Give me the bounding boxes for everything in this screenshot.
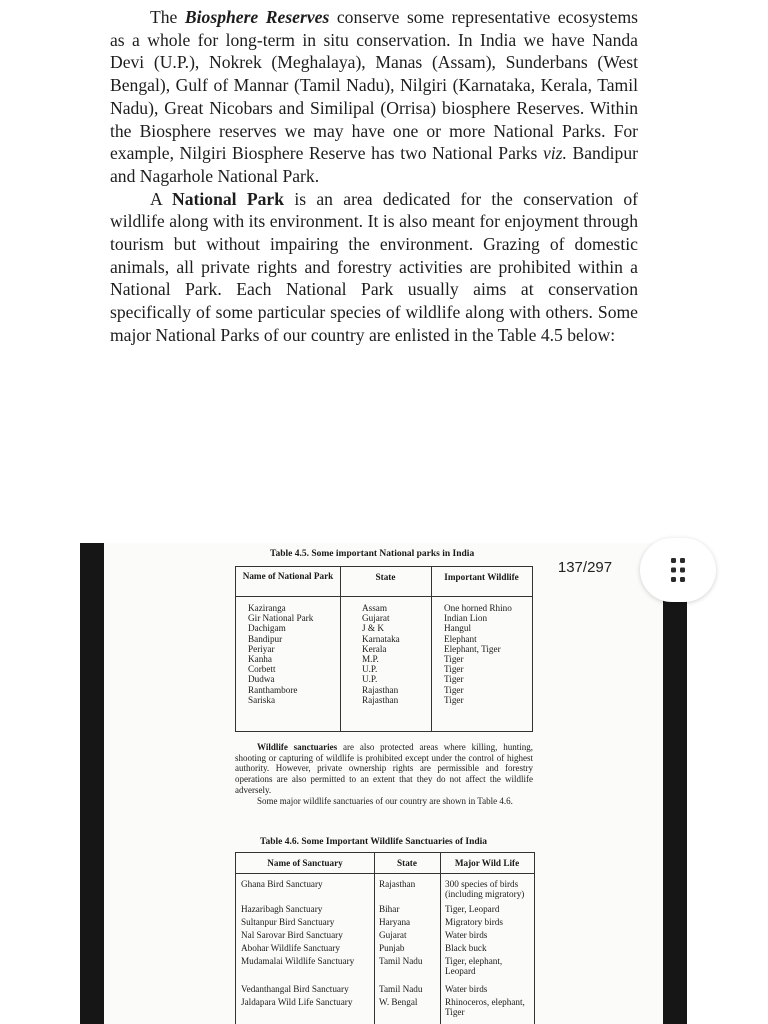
table-cell: Nal Sarovar Bird Sanctuary <box>241 930 343 940</box>
table-cell: Tiger <box>444 684 464 695</box>
table-4-5-caption: Table 4.5. Some important National parks in India <box>270 549 475 559</box>
table-cell: Tamil Nadu <box>379 984 423 994</box>
table-cell: Bihar <box>379 904 400 914</box>
column-header: State <box>397 858 417 868</box>
table-cell: W. Bengal <box>379 997 418 1007</box>
more-options-button[interactable] <box>640 538 716 602</box>
viewer-right-bar <box>663 568 687 1024</box>
column-header: Name of Sanctuary <box>267 858 343 868</box>
column-header: Major Wild Life <box>454 858 520 868</box>
table-cell: Migratory birds <box>445 917 503 927</box>
table-cell: Gir National Park <box>248 613 314 624</box>
table-cell: Gujarat <box>362 613 390 624</box>
table-cell: Tiger <box>444 674 464 685</box>
table-cell: Hazaribagh Sanctuary <box>241 904 323 914</box>
table-cell: Tiger <box>444 694 464 705</box>
table-cell: Bandipur <box>248 633 283 644</box>
table-cell: Water birds <box>445 930 488 940</box>
table-cell: Ranthambore <box>248 684 298 695</box>
scanned-page <box>104 543 663 1024</box>
table-cell: Rajasthan <box>362 694 399 705</box>
table-cell: Assam <box>362 603 388 613</box>
page-text <box>110 6 638 347</box>
table-cell: Black buck <box>445 943 487 953</box>
table-cell: Indian Lion <box>444 613 488 624</box>
table-cell: J & K <box>362 623 384 634</box>
table-cell: Vedanthangal Bird Sanctuary <box>241 984 349 994</box>
page-indicator: 137/297 <box>557 558 613 576</box>
national-parks-table <box>235 566 533 732</box>
national-park-paragraph: A National Park is an area dedicated for the conservation of wildlife along with its environment. It is also meant for enjoyment through tourism but without impairing the environment. Grazing of domestic animals, all private rights and forestry activities are prohibited within a National Park. Each National Park usually aims at conservation specifically of some particular species of wildlife along with others. Some major National Parks of our country are enlisted in the Table 4.5 below: <box>110 188 639 345</box>
table-cell: Rhinoceros, elephant, Tiger <box>445 997 525 1018</box>
table-cell: Tamil Nadu <box>379 956 423 966</box>
table-cell: Punjab <box>379 943 405 953</box>
table-cell: Kerala <box>362 643 387 654</box>
more-vertical-icon <box>671 557 685 583</box>
table-cell: Sultanpur Bird Sanctuary <box>241 917 335 927</box>
table-cell: Periyar <box>248 643 275 654</box>
wildlife-sanctuaries-table <box>235 852 535 1024</box>
table-cell: Tiger, elephant, Leopard <box>445 956 503 977</box>
sanctuary-paragraph: Wildlife sanctuaries are also protected areas where killing, hunting, shooting or capturing of wildlife is prohibited except under the control of highest authority. However, private ownership rights are permissible and forestry operations are also permitted to an extent that they do not affect the wildlife adversely. Some major wildlife sanctuaries of our country are shown in Table 4.6. <box>235 742 533 806</box>
table-cell: Rajasthan <box>362 684 399 695</box>
table-cell: Tiger <box>444 653 464 664</box>
table-cell: Abohar Wildlife Sanctuary <box>241 943 340 953</box>
table-cell: Karnataka <box>362 633 400 644</box>
wildlife-column <box>444 603 512 705</box>
sanctuary-state-column <box>379 879 423 1010</box>
table-cell: Kaziranga <box>248 603 286 613</box>
table-cell: Hangul <box>444 623 472 634</box>
table-cell: Sariska <box>248 694 276 705</box>
biosphere-paragraph: The Biosphere Reserves conserve some representative ecosystems as a whole for long-term in situ conservation. In India we have Nanda Devi (U.P.), Nokrek (Meghalaya), Manas (Assam), Sunderbans (West Bengal), Gulf of Mannar (Tamil Nadu), Nilgiri (Karnataka, Kerala, Tamil Nadu), Great Nicobars and Similipal (Orrisa) biosphere Reserves. Within the Biosphere reserves we may have one or more National Parks. For example, Nilgiri Biosphere Reserve has two National Parks viz. Bandipur and Nagarhole National Park. <box>110 7 638 186</box>
table-cell: 300 species of birds (including migratory) <box>445 879 525 900</box>
table-cell: U.P. <box>362 674 378 685</box>
column-header: Important Wildlife <box>444 572 519 582</box>
table-cell: U.P. <box>362 664 378 675</box>
viewer-left-bar <box>80 543 104 1024</box>
table-cell: Dudwa <box>248 674 275 685</box>
table-cell: Dachigam <box>248 623 286 634</box>
table-cell: One horned Rhino <box>444 603 512 613</box>
park-name-column <box>248 603 313 705</box>
table-4-6-caption: Table 4.6. Some Important Wildlife Sanctuaries of India <box>260 837 488 847</box>
state-column <box>362 603 400 705</box>
table-cell: Tiger <box>444 664 464 675</box>
sanctuary-name-column <box>241 879 354 1010</box>
major-wildlife-column <box>445 879 533 1023</box>
table-cell: Elephant, Tiger <box>444 643 501 654</box>
column-header: Name of National Park <box>242 571 334 581</box>
table-cell: Jaldapara Wild Life Sanctuary <box>241 997 353 1007</box>
table-cell: Elephant <box>444 633 477 644</box>
table-cell: Haryana <box>379 917 411 927</box>
table-cell: Rajasthan <box>379 879 416 889</box>
table-cell: Kanha <box>248 653 272 664</box>
table-cell: Water birds <box>445 984 488 994</box>
table-cell: Tiger, Leopard <box>445 904 500 914</box>
table-cell: Mudamalai Wildlife Sanctuary <box>241 956 355 966</box>
table-cell: Gujarat <box>379 930 407 940</box>
column-header: State <box>375 572 396 582</box>
table-cell: Ghana Bird Sanctuary <box>241 879 323 889</box>
table-cell: M.P. <box>362 653 379 664</box>
table-cell: Corbett <box>248 664 276 675</box>
